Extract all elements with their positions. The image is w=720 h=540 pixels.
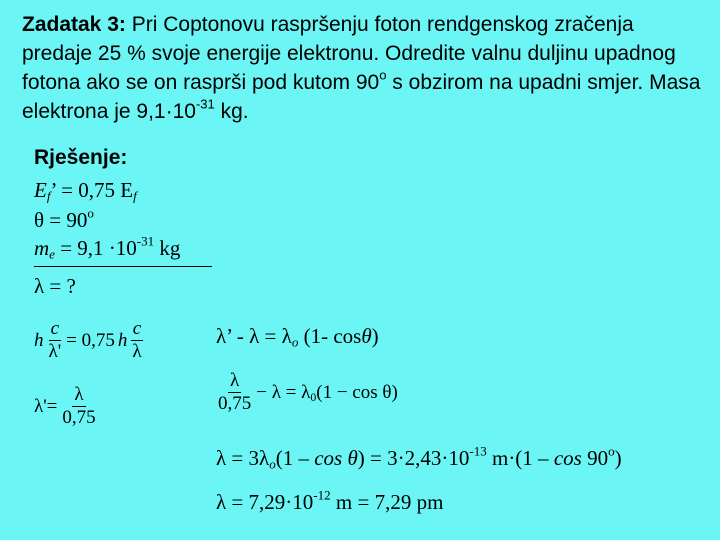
eq5-d: m·(1 – (486, 446, 554, 470)
eq4-num: λ (74, 384, 84, 405)
eq5-e: 90 (581, 446, 609, 470)
equation-compton (216, 324, 379, 349)
eq5-f: ) (614, 446, 622, 470)
given-theta-degree: o (87, 205, 94, 221)
eq4-den: 0,75 (62, 407, 96, 428)
eq1-num-left: c (50, 318, 60, 339)
eq3-sub: 0 (310, 390, 317, 404)
eq5-c: ) = 3·2,43·10 (357, 446, 470, 470)
given-mass (34, 233, 181, 262)
given-me-value: = 9,1 ·10 (54, 236, 137, 260)
eq4-lhs: λ'= (34, 395, 58, 417)
eq1-equals: = 0,75 (66, 329, 115, 351)
eq2-sub: o (291, 334, 299, 350)
eq5-a: λ = 3λ (216, 446, 270, 470)
equation-result-step (216, 443, 622, 472)
given-theta: θ = 90 (34, 208, 88, 232)
task-exponent: -31 (195, 96, 215, 112)
task-text: Pri Coptonovu raspršenju foton rendgenskog zračenja predaje 25 % svoje energije elektronu. Odredite valnu duljinu upadnog fotona ako se on rasprši pod kutom 90 (22, 13, 676, 94)
eq5-cos2: cos (553, 446, 582, 470)
eq2-close: ) (371, 324, 379, 348)
given-ef-mid: ’ = 0,75 E (50, 178, 134, 202)
eq1-den-right: λ (132, 341, 142, 362)
eq5-deg: o (608, 443, 615, 459)
eq3-rest-text: − λ = λ (256, 381, 311, 403)
eq6-b: m = 7,29 pm (330, 490, 444, 514)
given-unknown: λ = ? (34, 274, 76, 298)
eq2-rhs: (1- cos (298, 324, 362, 348)
eq5-exp: -13 (469, 443, 487, 459)
eq2-theta: θ (361, 324, 372, 348)
eq1-den-left: λ' (48, 341, 62, 362)
task-unit: kg. (214, 100, 249, 123)
equation-energy-ratio (34, 318, 144, 363)
eq2-lhs: λ’ - λ = λ (216, 324, 292, 348)
eq3-num: λ (230, 370, 240, 391)
eq5-sub: o (269, 456, 276, 472)
given-energy (34, 178, 137, 203)
given-angle (34, 205, 94, 233)
given-ef-symbol: E (34, 178, 47, 202)
given-ef-sub2: f (133, 188, 137, 204)
given-me-sub: e (49, 246, 55, 262)
eq3-rest (256, 382, 398, 404)
given-ef-sub: f (46, 188, 51, 204)
task-label: Zadatak 3: (22, 13, 126, 36)
eq1-num-right: c (132, 318, 142, 339)
eq4-fraction (60, 384, 97, 429)
task-ten: 10 (172, 100, 196, 123)
equation-lambda-prime (34, 384, 98, 429)
eq1-fraction-right (130, 318, 143, 363)
task-degree: o (379, 67, 387, 83)
task-statement (22, 10, 702, 126)
eq1-h: h (34, 329, 44, 351)
given-me-symbol: m (34, 236, 50, 260)
eq3-den: 0,75 (218, 393, 252, 414)
eq6-exp: -12 (313, 487, 331, 503)
equation-substituted (216, 370, 398, 415)
eq1-h2: h (117, 329, 128, 351)
eq3-rhs: (1 − cos θ) (316, 381, 398, 403)
given-me-unit: kg (154, 236, 181, 260)
solution-heading: Rješenje: (34, 146, 128, 169)
eq6-a: λ = 7,29·10 (216, 490, 314, 514)
task-dot: · (165, 100, 173, 123)
given-me-exponent: -31 (136, 233, 155, 249)
eq1-fraction-left (47, 318, 64, 363)
task-text-2: s obzirom na upadni smjer. Masa elektrona je 9,1 (22, 71, 701, 123)
eq3-fraction (216, 370, 253, 415)
given-divider (34, 266, 212, 267)
eq5-cos: cos θ (314, 446, 358, 470)
equation-final-answer (216, 487, 444, 515)
eq5-b: (1 – (275, 446, 315, 470)
